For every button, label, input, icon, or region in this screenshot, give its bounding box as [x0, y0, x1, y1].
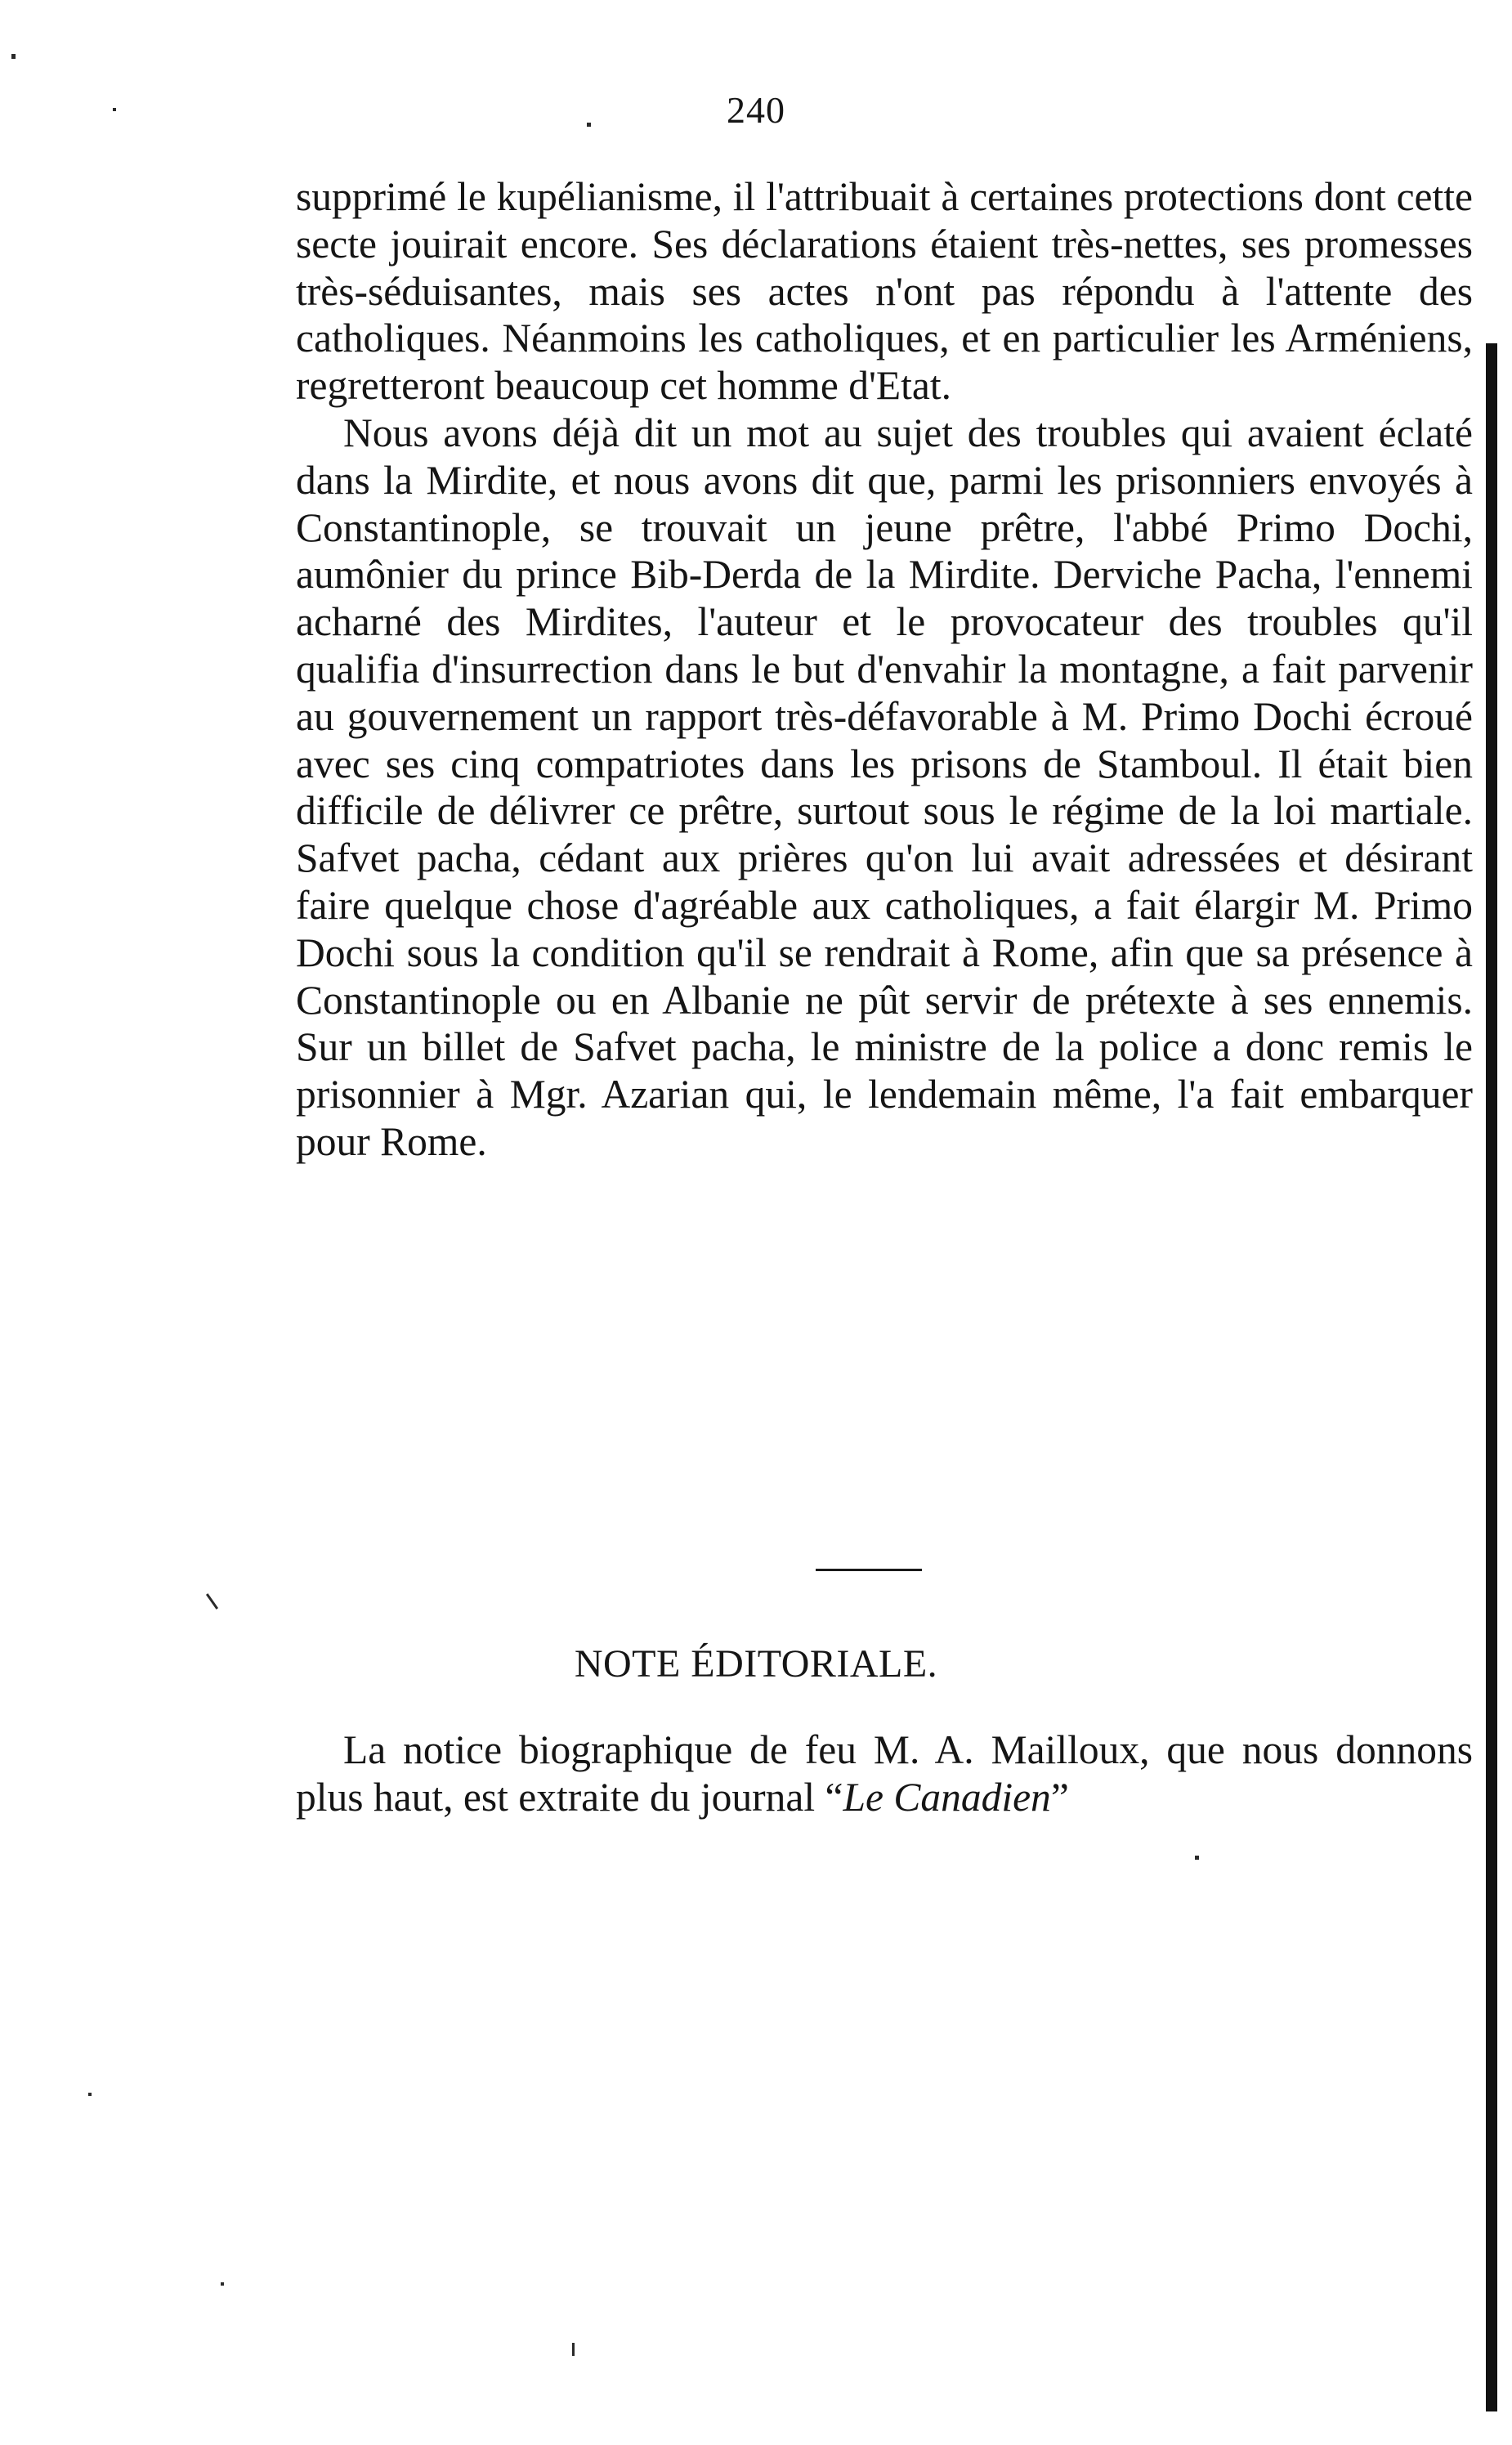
scan-speck — [206, 1593, 218, 1610]
body-text — [296, 173, 1473, 1166]
editorial-heading: NOTE ÉDITORIALE. — [574, 1642, 938, 1686]
paragraph-kupelianisme: supprimé le kupélianisme, il l'attribuait à certaines protections dont cette secte jouirait encore. Ses déclarations étaient très-nettes, ses promesses très-séduisantes, mais ses actes n'ont pas répondu à l'attente des catholiques. Néanmoins les catholiques, et en particulier les Arméniens, regretteront beaucoup cet homme d'Etat. — [296, 174, 1473, 409]
scan-speck — [88, 2093, 92, 2096]
scan-speck — [11, 54, 16, 59]
binding-edge — [1486, 343, 1497, 2411]
editorial-note-text: La notice biographique de feu M. A. Mailloux, que nous donnons plus haut, est extraite du journal “ — [296, 1727, 1473, 1820]
page-number: 240 — [727, 89, 785, 131]
scan-speck — [113, 108, 116, 111]
editorial-note — [296, 1726, 1473, 1821]
scan-speck — [221, 2282, 224, 2286]
scan-speck — [572, 2343, 575, 2356]
editorial-note-close-quote: ” — [1050, 1775, 1069, 1820]
paragraph-mirdite: Nous avons déjà dit un mot au sujet des troubles qui avaient éclaté dans la Mirdite, et nous avons dit que, parmi les prisonniers envoyés à Constantinople, se trouvait un jeune prêtre, l'abbé Primo Dochi, aumônier du prince Bib-Derda de la Mirdite. Derviche Pacha, l'ennemi acharné des Mirdites, l'auteur et le provocateur des troubles qu'il qualifia d'insurrection dans le but d'envahir la montagne, a fait parvenir au gouvernement un rapport très-défavorable à M. Primo Dochi écroué avec ses cinq compatriotes dans les prisons de Stamboul. Il était bien difficile de délivrer ce prêtre, surtout sous le régime de la loi martiale. Safvet pacha, cédant aux prières qu'on lui avait adressées et désirant faire quelque chose d'agréable aux catholiques, a fait élargir M. Primo Dochi sous la condition qu'il se rendrait à Rome, afin que sa présence à Constantinople ou en Albanie ne pût servir de prétexte à ses ennemis. Sur un billet de Safvet pacha, le ministre de la police a donc remis le prisonnier à Mgr. Azarian qui, le lendemain même, l'a fait embarquer pour Rome. — [296, 410, 1473, 1164]
scan-speck — [587, 123, 591, 127]
journal-name: Le Canadien — [843, 1775, 1051, 1820]
section-divider — [816, 1569, 922, 1571]
scan-speck — [1195, 1856, 1199, 1860]
